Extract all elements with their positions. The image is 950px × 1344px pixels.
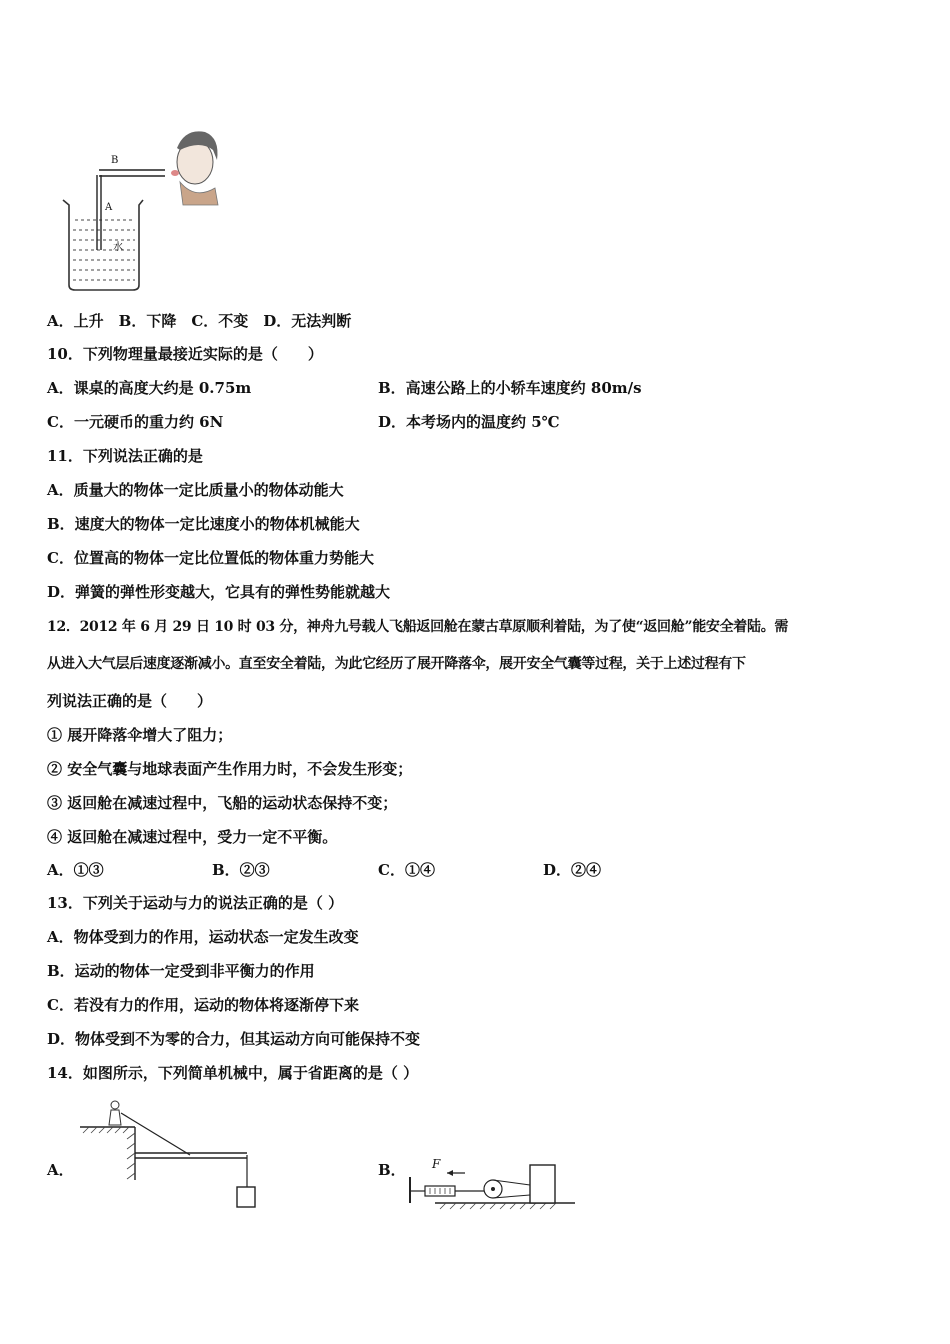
q14-stem: 14．如图所示，下列简单机械中，属于省距离的是（ ）	[47, 1064, 419, 1082]
q14-option-a: A．	[47, 1161, 74, 1179]
q10-option-c: C．一元硬币的重力约 6N	[47, 413, 224, 431]
tube-a-label: A	[105, 202, 113, 213]
q11-option-c: C．位置高的物体一定比位置低的物体重力势能大	[47, 549, 374, 567]
q10-option-a: A．课桌的高度大约是 0.75m	[47, 379, 252, 397]
pulley-figure	[405, 1155, 580, 1215]
q11-option-a: A．质量大的物体一定比质量小的物体动能大	[47, 481, 344, 499]
q13-option-d: D．物体受到不为零的合力，但其运动方向可能保持不变	[47, 1030, 421, 1048]
q14-option-b: B．	[378, 1161, 406, 1179]
q12-option-a: A．①③	[47, 861, 104, 879]
q12-statement-3: ③ 返回舱在减速过程中，飞船的运动状态保持不变；	[47, 794, 398, 812]
q10-option-d: D．本考场内的温度约 5℃	[378, 413, 560, 431]
q12-statement-4: ④ 返回舱在减速过程中，受力一定不平衡。	[47, 828, 338, 846]
q11-option-d: D．弹簧的弹性形变越大，它具有的弹性势能就越大	[47, 583, 391, 601]
q13-option-a: A．物体受到力的作用，运动状态一定发生改变	[47, 928, 359, 946]
q12-statement-1: ① 展开降落伞增大了阻力；	[47, 726, 233, 744]
q12-option-c: C．①④	[378, 861, 435, 879]
q13-option-b: B．运动的物体一定受到非平衡力的作用	[47, 962, 315, 980]
q12-stem-2: 从进入大气层后速度逐渐减小。直至安全着陆，为此它经历了展开降落伞，展开安全气囊等过程，关于上述过程有下	[47, 656, 746, 672]
q9-options: A．上升 B．下降 C．不变 D．无法判断	[47, 312, 352, 330]
q13-option-c: C．若没有力的作用，运动的物体将逐渐停下来	[47, 996, 359, 1014]
q10-option-b: B．高速公路上的小轿车速度约 80m/s	[378, 379, 642, 397]
water-label: 水	[113, 242, 123, 253]
q11-option-b: B．速度大的物体一定比速度小的物体机械能大	[47, 515, 360, 533]
q12-stem-3: 列说法正确的是（ ）	[47, 692, 213, 710]
beaker-figure	[55, 110, 225, 295]
q12-stem-1: 12．2012 年 6 月 29 日 10 时 03 分，神舟九号载人飞船返回舱在蒙古草原顺利着陆，为了使“返回舱”能安全着陆。需	[47, 619, 789, 635]
q10-stem: 10．下列物理量最接近实际的是（ ）	[47, 345, 323, 363]
force-label: F	[432, 1157, 441, 1171]
q13-stem: 13．下列关于运动与力的说法正确的是（ ）	[47, 894, 344, 912]
tube-b-label: B	[111, 155, 119, 166]
q11-stem: 11．下列说法正确的是	[47, 447, 203, 465]
q12-option-d: D．②④	[543, 861, 602, 879]
lever-figure	[75, 1095, 275, 1215]
q12-statement-2: ② 安全气囊与地球表面产生作用力时，不会发生形变；	[47, 760, 413, 778]
q12-option-b: B．②③	[212, 861, 270, 879]
